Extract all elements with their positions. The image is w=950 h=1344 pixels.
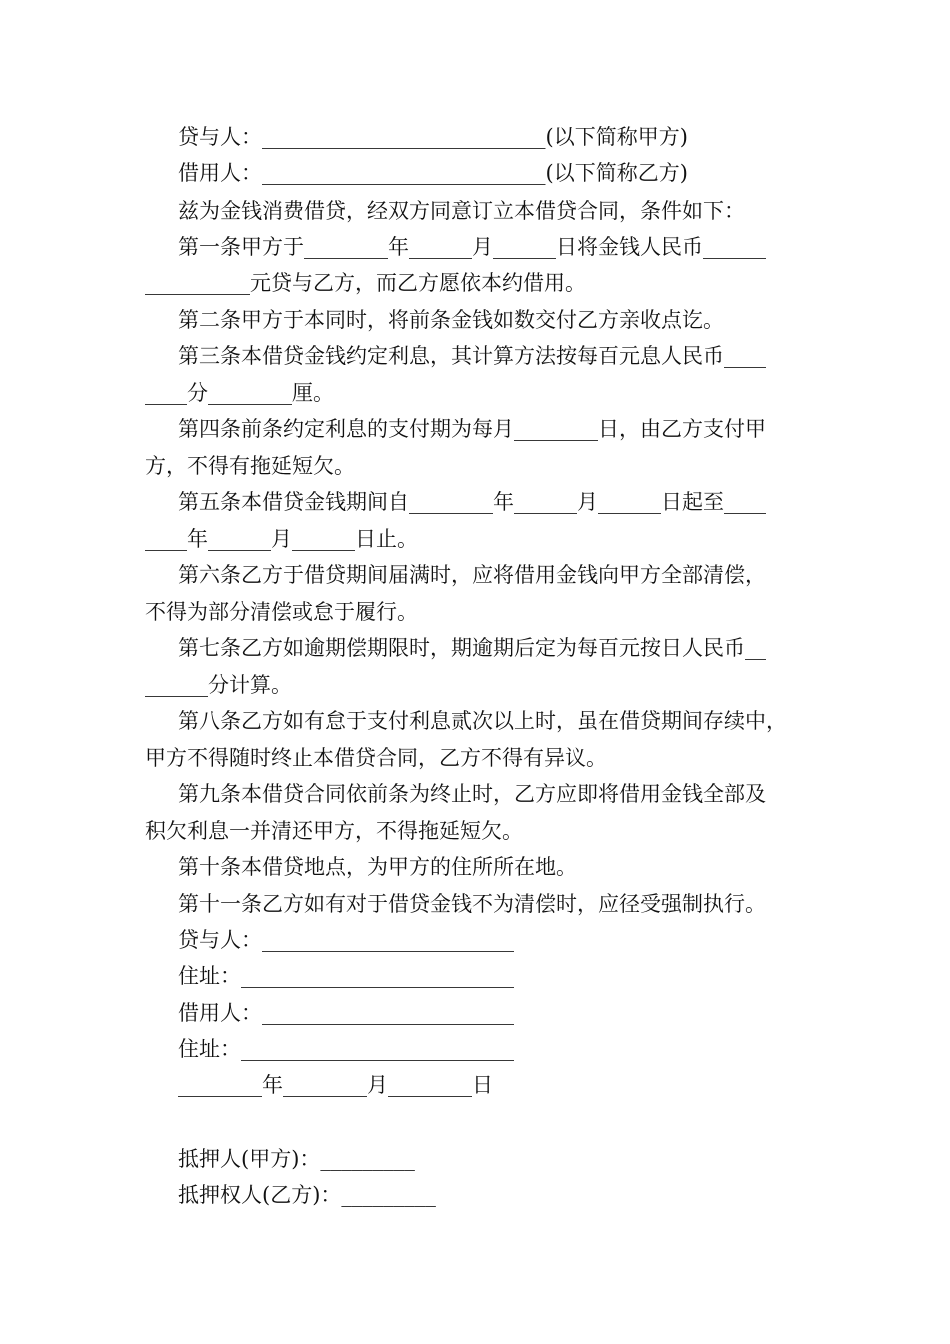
intro-paragraph: 兹为金钱消费借贷，经双方同意订立本借贷合同，条件如下：: [178, 199, 745, 223]
signature-date: ________年________月________日: [178, 1073, 493, 1097]
article-7-continued: ______分计算。: [145, 673, 292, 697]
signature-borrower-address: 住址：__________________________: [178, 1037, 514, 1061]
lender-line: 贷与人：___________________________(以下简称甲方): [178, 125, 688, 149]
signature-borrower: 借用人：________________________: [178, 1001, 514, 1025]
mortgagor-line: 抵押人(甲方)：_________: [178, 1147, 415, 1171]
article-1-continued: __________元贷与乙方，而乙方愿依本约借用。: [145, 271, 586, 295]
article-7: 第七条乙方如逾期偿期限时，期逾期后定为每百元按日人民币__: [178, 636, 766, 660]
article-10: 第十条本借贷地点，为甲方的住所所在地。: [178, 855, 577, 879]
signature-lender-address: 住址：__________________________: [178, 964, 514, 988]
article-4-continued: 方，不得有拖延短欠。: [145, 454, 355, 478]
article-4: 第四条前条约定利息的支付期为每月________日，由乙方支付甲: [178, 417, 766, 441]
article-2: 第二条甲方于本同时，将前条金钱如数交付乙方亲收点讫。: [178, 308, 724, 332]
article-5-continued: ____年______月______日止。: [145, 527, 418, 551]
signature-lender: 贷与人：________________________: [178, 928, 514, 952]
article-3: 第三条本借贷金钱约定利息，其计算方法按每百元息人民币____: [178, 344, 766, 368]
article-1: 第一条甲方于________年______月______日将金钱人民币______: [178, 235, 766, 259]
article-5: 第五条本借贷金钱期间自________年______月______日起至____: [178, 490, 766, 514]
article-8: 第八条乙方如有怠于支付利息贰次以上时，虽在借贷期间存续中，: [178, 709, 787, 733]
article-8-continued: 甲方不得随时终止本借贷合同，乙方不得有异议。: [145, 746, 607, 770]
article-6-continued: 不得为部分清偿或怠于履行。: [145, 600, 418, 624]
article-3-continued: ____分________厘。: [145, 381, 334, 405]
article-11: 第十一条乙方如有对于借贷金钱不为清偿时，应径受强制执行。: [178, 892, 766, 916]
article-9-continued: 积欠利息一并清还甲方，不得拖延短欠。: [145, 819, 523, 843]
article-9: 第九条本借贷合同依前条为终止时，乙方应即将借用金钱全部及: [178, 782, 766, 806]
mortgagee-line: 抵押权人(乙方)：_________: [178, 1183, 436, 1207]
borrower-line: 借用人：___________________________(以下简称乙方): [178, 161, 688, 185]
article-6: 第六条乙方于借贷期间届满时，应将借用金钱向甲方全部清偿，: [178, 563, 766, 587]
